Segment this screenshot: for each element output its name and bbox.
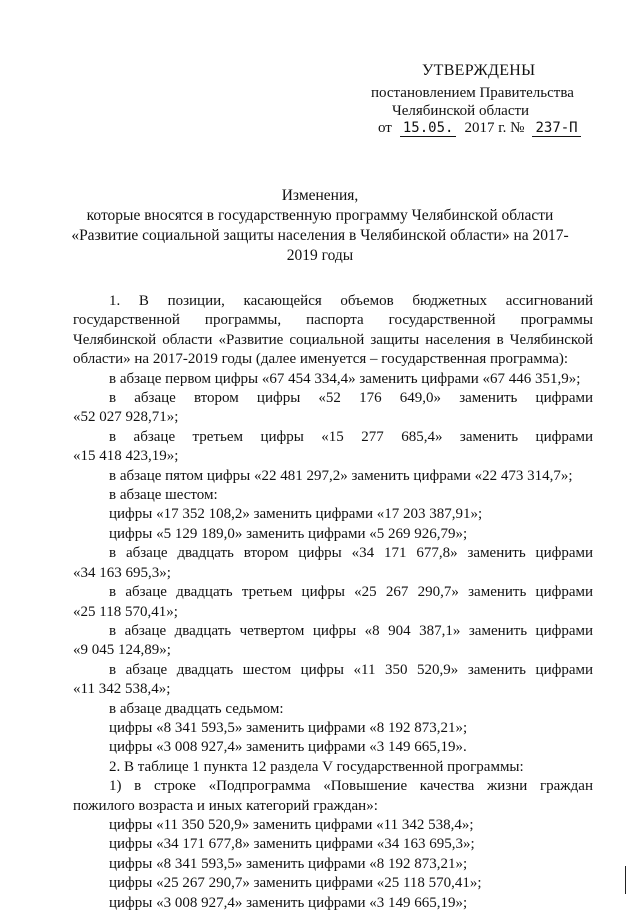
text-line: в абзаце пятом цифры «22 481 297,2» заменить цифрами «22 473 314,7»; <box>109 467 573 484</box>
year-text: 2017 г. № <box>464 120 525 136</box>
text-line: цифры «5 129 189,0» заменить цифрами «5 269 926,79»; <box>109 525 468 542</box>
text-line: цифры «3 008 927,4» заменить цифрами «3 149 665,19». <box>109 739 467 756</box>
text-line: цифры «25 267 290,7» заменить цифрами «25 118 570,41»; <box>109 875 482 892</box>
text-line: пожилого возраста и иных категорий граждан»: <box>73 797 378 814</box>
approval-region: Челябинской области <box>392 103 530 119</box>
text-line: в абзаце первом цифры «67 454 334,4» заменить цифрами «67 446 351,9»; <box>109 370 581 387</box>
approval-title: УТВЕРЖДЕНЫ <box>422 62 536 79</box>
text-line: в абзаце двадцать шестом цифры «11 350 520,9» заменить цифрами <box>109 661 593 678</box>
scan-edge-mark <box>625 866 626 894</box>
text-line: цифры «8 341 593,5» заменить цифрами «8 192 873,21»; <box>109 855 468 872</box>
text-line: «9 045 124,89»; <box>73 642 171 659</box>
approval-number: 237-П <box>532 120 580 137</box>
date-prefix: от <box>378 120 392 136</box>
text-line: в абзаце шестом: <box>109 487 218 504</box>
text-line: в абзаце двадцать четвертом цифры «8 904 387,1» заменить цифрами <box>109 622 593 639</box>
heading-line-2: которые вносятся в государственную программу Челябинской области <box>86 207 554 224</box>
approval-date-line <box>378 119 581 137</box>
text-line: Челябинской области «Развитие социальной защиты населения в Челябинской <box>73 331 593 348</box>
text-line: области» на 2017-2019 годы (далее именуется – государственная программа): <box>73 351 569 368</box>
text-line: цифры «34 171 677,8» заменить цифрами «34 163 695,3»; <box>109 836 475 853</box>
approval-stamp <box>0 62 640 142</box>
text-line: «25 118 570,41»; <box>73 603 178 620</box>
text-line: «11 342 538,4»; <box>73 681 171 698</box>
text-line: «52 027 928,71»; <box>73 409 179 426</box>
heading-line-3: «Развитие социальной защиты населения в Челябинской области» на 2017- <box>71 227 569 244</box>
text-line: в абзаце двадцать третьем цифры «25 267 290,7» заменить цифрами <box>109 584 593 601</box>
text-line: в абзаце втором цифры «52 176 649,0» заменить цифрами <box>109 390 593 407</box>
text-line: в абзаце двадцать седьмом: <box>109 700 284 717</box>
text-line: «15 418 423,19»; <box>73 448 179 465</box>
approval-by: постановлением Правительства <box>371 85 574 101</box>
approval-date: 15.05. <box>400 120 457 137</box>
text-line: 2. В таблице 1 пункта 12 раздела V государственной программы: <box>109 758 524 775</box>
text-line: в абзаце двадцать втором цифры «34 171 677,8» заменить цифрами <box>109 545 593 562</box>
text-line: в абзаце третьем цифры «15 277 685,4» заменить цифрами <box>109 428 593 445</box>
text-line: 1. В позиции, касающейся объемов бюджетных ассигнований <box>109 293 593 309</box>
text-line: «34 163 695,3»; <box>73 564 171 581</box>
document-body <box>73 292 593 913</box>
text-line: государственной программы, паспорта государственной программы <box>73 312 593 329</box>
heading-line-4: 2019 годы <box>286 247 354 264</box>
text-line: цифры «8 341 593,5» заменить цифрами «8 192 873,21»; <box>109 719 468 736</box>
text-line: цифры «3 008 927,4» заменить цифрами «3 149 665,19»; <box>109 894 468 911</box>
text-line: цифры «11 350 520,9» заменить цифрами «11 342 538,4»; <box>109 816 474 833</box>
text-line: 1) в строке «Подпрограмма «Повышение качества жизни граждан <box>109 778 593 795</box>
document-heading <box>60 186 580 266</box>
heading-line-1: Изменения, <box>281 187 359 204</box>
text-line: цифры «17 352 108,2» заменить цифрами «17 203 387,91»; <box>109 506 483 523</box>
